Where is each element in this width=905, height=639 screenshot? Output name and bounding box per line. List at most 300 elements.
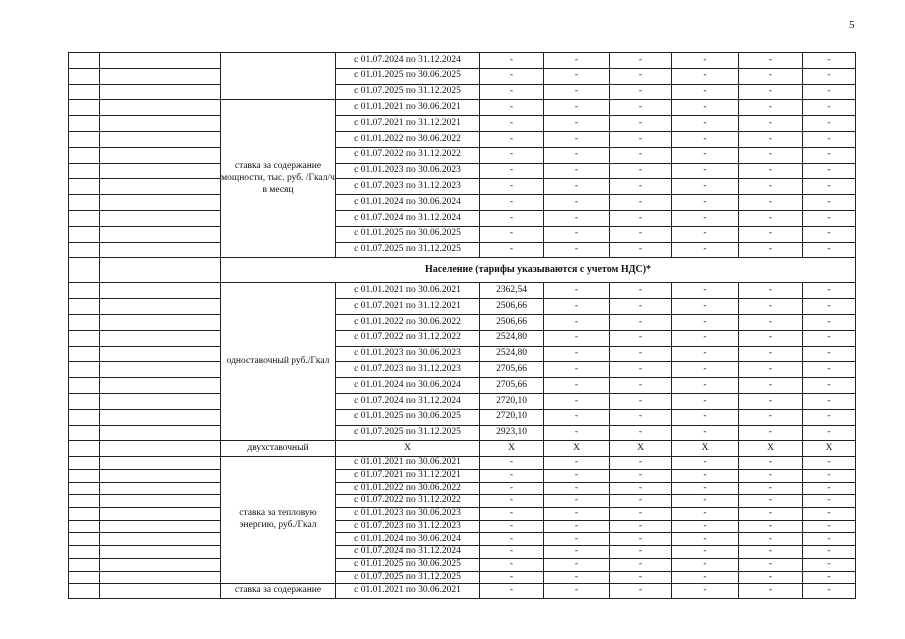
value-cell: - [803,508,856,521]
blank-cell [69,258,100,283]
value-cell: - [544,163,610,179]
value-cell: - [610,116,672,132]
table-row [69,546,856,559]
value-cell: - [480,482,544,495]
value-cell: - [610,330,672,346]
value-cell: - [672,195,739,211]
value-cell: - [672,346,739,362]
blank-cell [100,495,221,508]
value-cell: - [803,495,856,508]
value-cell: - [672,378,739,394]
section-heading: Население (тарифы указываются с учетом НДС)* [221,258,856,283]
period-cell: с 01.07.2024 по 31.12.2024 [336,546,480,559]
table-row [69,242,856,258]
value-cell: - [480,179,544,195]
value-cell: - [544,393,610,409]
value-cell: - [610,84,672,100]
blank-cell [100,520,221,533]
value-cell: - [610,482,672,495]
value-cell: - [610,53,672,69]
value-cell: - [672,495,739,508]
indicator-cell: одноставочный руб./Гкал [221,283,336,441]
value-cell: X [803,441,856,457]
value-cell: - [544,84,610,100]
value-cell: - [803,482,856,495]
value-cell: 2720,10 [480,393,544,409]
blank-cell [100,546,221,559]
value-cell: - [610,314,672,330]
value-cell: - [803,131,856,147]
value-cell: - [739,546,803,559]
value-cell: 2705,66 [480,362,544,378]
value-cell: - [739,508,803,521]
blank-cell [100,409,221,425]
period-cell: с 01.01.2021 по 30.06.2021 [336,283,480,299]
value-cell: - [544,470,610,483]
period-cell: с 01.01.2024 по 30.06.2024 [336,533,480,546]
blank-cell [69,584,100,599]
table-row [69,283,856,299]
blank-cell [100,314,221,330]
value-cell: - [672,210,739,226]
value-cell: - [544,571,610,584]
value-cell: - [803,409,856,425]
value-cell: - [610,546,672,559]
value-cell: - [739,131,803,147]
period-cell: с 01.07.2023 по 31.12.2023 [336,179,480,195]
value-cell: - [610,179,672,195]
value-cell: - [739,409,803,425]
period-cell: с 01.07.2023 по 31.12.2023 [336,520,480,533]
value-cell: - [480,470,544,483]
value-cell: - [610,584,672,599]
value-cell: - [480,53,544,69]
blank-cell [100,299,221,315]
value-cell: - [803,179,856,195]
period-cell: с 01.01.2023 по 30.06.2023 [336,163,480,179]
value-cell: - [803,116,856,132]
blank-cell [69,116,100,132]
value-cell: - [803,520,856,533]
blank-cell [100,346,221,362]
value-cell: - [610,346,672,362]
value-cell: - [672,179,739,195]
blank-cell [100,283,221,299]
value-cell: - [610,283,672,299]
value-cell: - [610,425,672,441]
blank-cell [69,409,100,425]
value-cell: - [544,425,610,441]
value-cell: - [672,584,739,599]
value-cell: - [672,100,739,116]
value-cell: - [610,520,672,533]
value-cell: - [739,520,803,533]
blank-cell [69,195,100,211]
value-cell: - [672,131,739,147]
period-cell: с 01.07.2024 по 31.12.2024 [336,210,480,226]
blank-cell [69,425,100,441]
value-cell: - [544,495,610,508]
table-row [69,409,856,425]
table-row [69,558,856,571]
table-row [69,116,856,132]
table-row [69,482,856,495]
value-cell: - [803,571,856,584]
table-row [69,163,856,179]
value-cell: - [739,299,803,315]
value-cell: - [544,210,610,226]
value-cell: - [672,283,739,299]
value-cell: - [544,68,610,84]
value-cell: - [739,330,803,346]
value-cell: - [544,330,610,346]
value-cell: - [610,163,672,179]
value-cell: X [672,441,739,457]
value-cell: - [672,409,739,425]
value-cell: - [544,242,610,258]
table-row [69,53,856,69]
value-cell: - [544,558,610,571]
blank-cell [100,441,221,457]
blank-cell [100,84,221,100]
value-cell: - [803,314,856,330]
value-cell: - [803,425,856,441]
blank-cell [100,147,221,163]
table-row [69,441,856,457]
value-cell: - [610,533,672,546]
value-cell: - [739,393,803,409]
blank-cell [69,210,100,226]
value-cell: - [610,470,672,483]
value-cell: - [544,457,610,470]
blank-cell [69,299,100,315]
blank-cell [100,584,221,599]
value-cell: - [610,100,672,116]
period-cell: с 01.01.2025 по 30.06.2025 [336,226,480,242]
value-cell: - [739,470,803,483]
value-cell: - [480,457,544,470]
blank-cell [69,68,100,84]
value-cell: - [544,226,610,242]
value-cell: - [544,314,610,330]
table-row [69,520,856,533]
value-cell: - [803,195,856,211]
value-cell: - [739,100,803,116]
period-cell: с 01.01.2023 по 30.06.2023 [336,508,480,521]
value-cell: - [610,362,672,378]
value-cell: - [544,409,610,425]
blank-cell [69,470,100,483]
blank-cell [69,571,100,584]
period-cell: с 01.01.2021 по 30.06.2021 [336,584,480,599]
blank-cell [100,425,221,441]
blank-cell [69,508,100,521]
period-cell: с 01.07.2022 по 31.12.2022 [336,147,480,163]
value-cell: - [672,571,739,584]
value-cell: - [480,116,544,132]
table-row [69,195,856,211]
value-cell: - [544,100,610,116]
value-cell: - [480,147,544,163]
value-cell: - [672,470,739,483]
blank-cell [100,68,221,84]
indicator-cell: двухставочный [221,441,336,457]
period-cell: с 01.01.2025 по 30.06.2025 [336,558,480,571]
value-cell: - [610,495,672,508]
blank-cell [100,195,221,211]
value-cell: - [610,210,672,226]
value-cell: - [672,53,739,69]
blank-cell [100,100,221,116]
value-cell: - [739,283,803,299]
value-cell: - [480,242,544,258]
blank-cell [69,84,100,100]
value-cell: - [803,299,856,315]
blank-cell [69,393,100,409]
period-cell: с 01.07.2025 по 31.12.2025 [336,84,480,100]
value-cell: 2923,10 [480,425,544,441]
value-cell: - [480,68,544,84]
table-row [69,314,856,330]
value-cell: - [610,242,672,258]
blank-cell [100,53,221,69]
value-cell: - [672,314,739,330]
blank-cell [69,100,100,116]
value-cell: - [544,584,610,599]
value-cell: X [739,441,803,457]
blank-cell [100,470,221,483]
value-cell: - [480,84,544,100]
blank-cell [69,330,100,346]
value-cell: - [544,378,610,394]
period-cell: с 01.01.2022 по 30.06.2022 [336,314,480,330]
period-cell: с 01.01.2023 по 30.06.2023 [336,346,480,362]
blank-cell [100,226,221,242]
blank-cell [100,393,221,409]
value-cell: - [672,226,739,242]
value-cell: - [803,100,856,116]
blank-cell [69,314,100,330]
value-cell: X [480,441,544,457]
value-cell: - [544,520,610,533]
period-cell: с 01.07.2021 по 31.12.2021 [336,299,480,315]
value-cell: - [739,571,803,584]
indicator-cell: ставка за содержание мощности, тыс. руб. /Гкал/ч в месяц [221,100,336,258]
period-cell: с 01.07.2023 по 31.12.2023 [336,362,480,378]
value-cell: - [739,362,803,378]
value-cell: - [480,520,544,533]
blank-cell [100,179,221,195]
value-cell: 2524,80 [480,330,544,346]
blank-cell [100,378,221,394]
value-cell: X [544,441,610,457]
value-cell: - [672,68,739,84]
value-cell: - [672,362,739,378]
value-cell: - [480,558,544,571]
value-cell: - [672,425,739,441]
value-cell: - [803,242,856,258]
value-cell: - [544,195,610,211]
value-cell: - [739,346,803,362]
value-cell: - [803,546,856,559]
value-cell: X [610,441,672,457]
blank-cell [69,457,100,470]
value-cell: - [803,457,856,470]
blank-cell [69,53,100,69]
section-row [69,258,856,283]
table-row [69,508,856,521]
blank-cell [100,163,221,179]
value-cell: - [610,378,672,394]
value-cell: - [803,362,856,378]
table-row [69,571,856,584]
value-cell: - [803,533,856,546]
blank-cell [100,533,221,546]
period-cell: с 01.01.2025 по 30.06.2025 [336,409,480,425]
table-row [69,179,856,195]
value-cell: - [739,533,803,546]
value-cell: - [544,546,610,559]
value-cell: - [480,210,544,226]
value-cell: - [803,558,856,571]
value-cell: - [803,84,856,100]
table-row [69,470,856,483]
blank-cell [100,457,221,470]
blank-cell [69,533,100,546]
value-cell: - [672,482,739,495]
value-cell: - [672,520,739,533]
table-row [69,84,856,100]
value-cell: - [672,546,739,559]
value-cell: - [610,571,672,584]
value-cell: - [610,508,672,521]
blank-cell [69,378,100,394]
blank-cell [100,571,221,584]
value-cell: - [672,116,739,132]
value-cell: - [739,482,803,495]
value-cell: - [803,470,856,483]
period-cell: с 01.07.2024 по 31.12.2024 [336,53,480,69]
value-cell: - [610,195,672,211]
value-cell: - [803,163,856,179]
value-cell: - [544,508,610,521]
table-row [69,147,856,163]
value-cell: - [672,242,739,258]
value-cell: - [739,457,803,470]
value-cell: - [544,533,610,546]
value-cell: 2506,66 [480,299,544,315]
period-cell: X [336,441,480,457]
value-cell: - [739,584,803,599]
blank-cell [69,346,100,362]
value-cell: - [739,210,803,226]
value-cell: - [672,457,739,470]
period-cell: с 01.01.2021 по 30.06.2021 [336,100,480,116]
blank-cell [69,495,100,508]
value-cell: - [803,346,856,362]
value-cell: - [544,53,610,69]
blank-cell [100,242,221,258]
blank-cell [69,163,100,179]
blank-cell [69,520,100,533]
table-row [69,495,856,508]
value-cell: - [610,393,672,409]
value-cell: - [544,179,610,195]
table-row [69,425,856,441]
table-row [69,330,856,346]
value-cell: - [803,147,856,163]
blank-cell [100,508,221,521]
blank-cell [69,482,100,495]
value-cell: - [610,68,672,84]
value-cell: - [672,84,739,100]
value-cell: - [739,425,803,441]
period-cell: с 01.01.2025 по 30.06.2025 [336,68,480,84]
blank-cell [69,226,100,242]
table-row [69,457,856,470]
blank-cell [69,441,100,457]
value-cell: - [739,116,803,132]
period-cell: с 01.07.2022 по 31.12.2022 [336,330,480,346]
period-cell: с 01.07.2025 по 31.12.2025 [336,571,480,584]
blank-cell [69,558,100,571]
value-cell: - [544,131,610,147]
table-row [69,533,856,546]
value-cell: - [480,584,544,599]
value-cell: - [739,179,803,195]
table-row [69,584,856,599]
blank-cell [100,482,221,495]
table-row [69,378,856,394]
value-cell: - [739,84,803,100]
value-cell: - [480,163,544,179]
period-cell: с 01.07.2025 по 31.12.2025 [336,242,480,258]
value-cell: - [610,147,672,163]
blank-cell [100,210,221,226]
value-cell: - [739,378,803,394]
blank-cell [69,283,100,299]
blank-cell [100,116,221,132]
value-cell: - [672,508,739,521]
value-cell: - [739,226,803,242]
value-cell: - [480,571,544,584]
value-cell: - [480,100,544,116]
value-cell: - [610,299,672,315]
table-row [69,100,856,116]
blank-cell [69,179,100,195]
value-cell: 2524,80 [480,346,544,362]
blank-cell [69,131,100,147]
table-row [69,210,856,226]
value-cell: - [672,299,739,315]
period-cell: с 01.07.2022 по 31.12.2022 [336,495,480,508]
value-cell: - [672,558,739,571]
period-cell: с 01.07.2021 по 31.12.2021 [336,470,480,483]
value-cell: - [672,330,739,346]
blank-cell [69,242,100,258]
value-cell: - [610,558,672,571]
value-cell: - [739,558,803,571]
value-cell: - [739,495,803,508]
blank-cell [100,131,221,147]
blank-cell [100,258,221,283]
blank-cell [100,362,221,378]
value-cell: - [544,116,610,132]
value-cell: - [803,210,856,226]
value-cell: - [480,131,544,147]
value-cell: - [739,68,803,84]
value-cell: - [672,147,739,163]
